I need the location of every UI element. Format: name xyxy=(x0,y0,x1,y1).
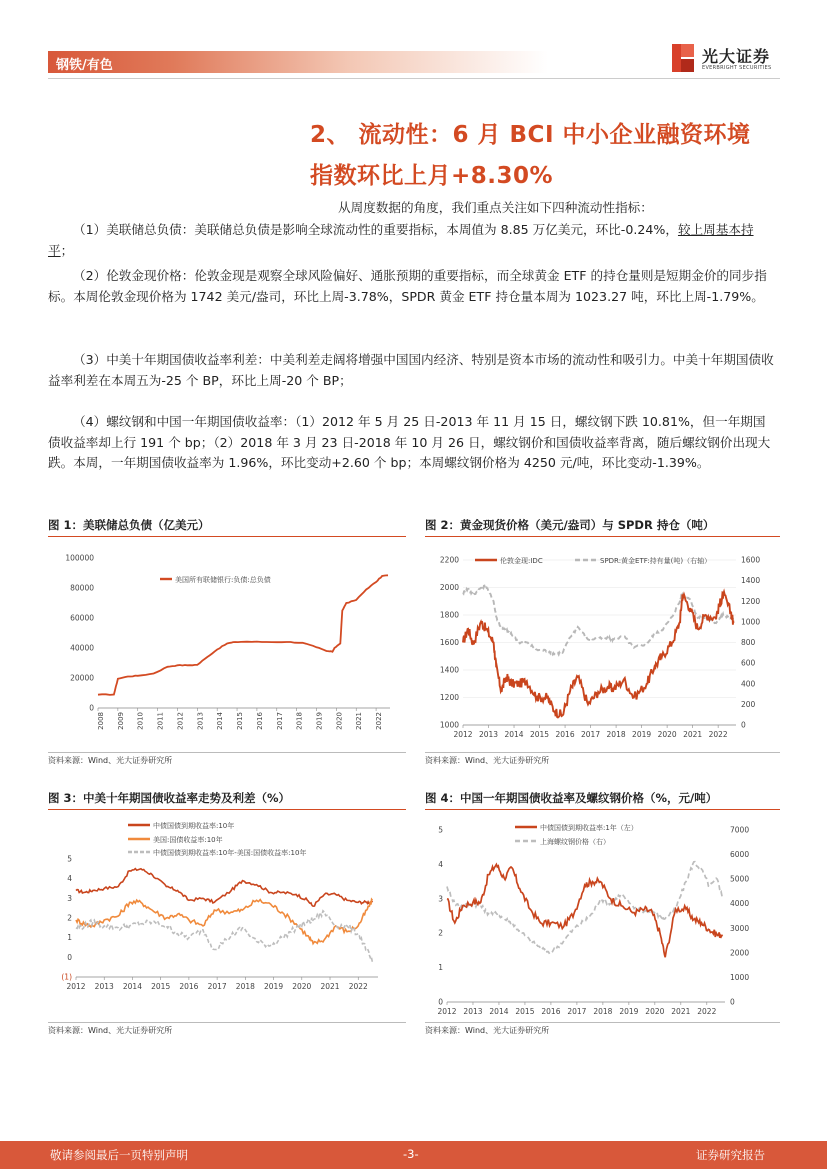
series-line-1 xyxy=(76,899,372,943)
fig4-series xyxy=(447,862,722,958)
series-line-0 xyxy=(463,592,733,718)
x-tick-label: 2012 xyxy=(453,730,473,739)
y-tick-label: 4 xyxy=(67,874,72,884)
intro-paragraph: 从周度数据的角度，我们重点关注如下四种流动性指标： xyxy=(338,200,653,215)
y-right-tick-label: 1600 xyxy=(741,555,761,565)
figure1-source: 资料来源：Wind、光大证券研究所 xyxy=(48,756,173,765)
figure1-rule xyxy=(48,536,406,537)
y-right-tick-label: 0 xyxy=(730,997,735,1007)
x-tick-label: 2016 xyxy=(555,730,575,739)
figure3-source-rule xyxy=(48,1022,406,1023)
paragraph-fed-liabilities xyxy=(48,220,778,261)
x-tick-label: 2016 xyxy=(541,1007,561,1016)
legend-label: 中债国债到期收益率:10年-美国:国债收益率:10年 xyxy=(153,849,307,857)
fig2-axes xyxy=(440,556,760,740)
series-line-0 xyxy=(76,869,372,907)
fig2-grid xyxy=(463,560,736,725)
section-band xyxy=(48,51,548,73)
series-line-0 xyxy=(447,864,722,957)
y-right-tick-label: 400 xyxy=(741,679,756,689)
y-tick-label: 20000 xyxy=(70,673,94,683)
y-tick-label: 4 xyxy=(438,859,443,869)
x-tick-label: 2016 xyxy=(179,982,199,991)
fig3-series xyxy=(76,869,372,963)
brand-name: 光大证券 xyxy=(702,47,771,66)
x-tick-label: 2022 xyxy=(708,730,728,739)
x-tick-label: 2021 xyxy=(683,730,703,739)
page-number: -3- xyxy=(403,1147,419,1161)
y-right-tick-label: 7000 xyxy=(730,825,750,835)
x-tick-label: 2022 xyxy=(375,712,384,730)
figure4-source-rule xyxy=(425,1022,780,1023)
series-line-1 xyxy=(463,586,733,655)
y-right-tick-label: 800 xyxy=(741,638,756,647)
y-tick-label: 2200 xyxy=(439,555,459,565)
y-right-tick-label: 600 xyxy=(741,658,756,668)
paragraph-rebar-yield: （4）螺纹钢和中国一年期国债收益率：（1）2012 年 5 月 25 日-2013 年 11 月 15 日，螺纹钢下跌 10.81%，但一年期国债收益率却上行 191 个 bp；（2）2018 年 3 月 23 日-2018 年 10 月 26 日，螺纹钢价和国债收益率背离，随后螺纹钢价出现大跌。本周，一年期国债收益率为 1.96%，环比变动+2.60 个 bp；本周螺纹钢价格为 4250 元/吨，环比变动-1.39%。 xyxy=(48,414,771,470)
y-tick-label: 1 xyxy=(438,963,443,973)
x-tick-label: 2020 xyxy=(335,712,344,730)
y-tick-label: (1) xyxy=(61,972,72,982)
x-tick-label: 2019 xyxy=(315,712,324,730)
x-tick-label: 2017 xyxy=(207,982,227,991)
y-right-tick-label: 1200 xyxy=(741,596,761,606)
x-tick-label: 2020 xyxy=(292,982,312,991)
figure2-source: 资料来源：Wind、光大证券研究所 xyxy=(425,756,550,765)
y-right-tick-label: 1400 xyxy=(741,576,761,586)
figure3-caption: 图 3：中美十年期国债收益率走势及利差（%） xyxy=(48,791,291,805)
y-tick-label: 1400 xyxy=(439,665,459,675)
y-tick-label: 1 xyxy=(67,933,72,943)
y-tick-label: 60000 xyxy=(70,613,94,623)
brand-logo xyxy=(672,42,782,78)
fig4-axes xyxy=(437,823,749,1016)
y-tick-label: 2 xyxy=(438,928,443,938)
figure1-source-rule xyxy=(48,752,406,753)
section-label: 钢铁/有色 xyxy=(56,58,113,73)
x-tick-label: 2015 xyxy=(515,1007,535,1016)
x-tick-label: 2017 xyxy=(275,712,284,730)
x-tick-label: 2015 xyxy=(529,730,550,739)
x-tick-label: 2019 xyxy=(264,982,284,991)
x-tick-label: 2014 xyxy=(489,1007,509,1016)
header-divider xyxy=(48,78,780,79)
x-tick-label: 2015 xyxy=(236,712,245,730)
paragraph-fed-underlined: 较上周基本持平 xyxy=(48,222,754,258)
x-tick-label: 2008 xyxy=(97,712,105,730)
y-tick-label: 0 xyxy=(67,952,72,962)
x-tick-label: 2012 xyxy=(66,982,86,991)
series-line-0 xyxy=(98,575,388,695)
y-tick-label: 2000 xyxy=(439,583,459,592)
y-tick-label: 5 xyxy=(67,854,72,864)
figure2-chart xyxy=(425,540,782,745)
x-tick-label: 2021 xyxy=(320,982,340,991)
x-tick-label: 2018 xyxy=(593,1007,613,1016)
section-title-line1: 2、 流动性：6 月 BCI 中小企业融资环境 xyxy=(310,122,751,148)
figure2-rule xyxy=(425,536,780,537)
paragraph-fed-end: ； xyxy=(60,242,74,258)
y-tick-label: 0 xyxy=(438,997,443,1007)
x-tick-label: 2018 xyxy=(606,730,626,739)
legend-label: 美国:国债收益率:10年 xyxy=(153,836,223,844)
x-tick-label: 2016 xyxy=(255,712,264,730)
y-right-tick-label: 4000 xyxy=(730,899,750,909)
x-tick-label: 2011 xyxy=(156,712,165,730)
y-tick-label: 5 xyxy=(438,825,443,835)
x-tick-label: 2012 xyxy=(176,712,185,730)
x-tick-label: 2017 xyxy=(567,1007,587,1016)
legend-label: 上海螺纹钢价格（右） xyxy=(540,838,610,846)
y-right-tick-label: 1000 xyxy=(730,972,750,982)
brand-name-en: EVERBRIGHT SECURITIES xyxy=(702,65,772,71)
figure4-caption: 图 4：中国一年期国债收益率及螺纹钢价格（%，元/吨） xyxy=(425,791,718,805)
y-right-tick-label: 1000 xyxy=(741,617,761,627)
x-tick-label: 2021 xyxy=(355,712,364,730)
x-tick-label: 2014 xyxy=(504,730,524,739)
legend-label: 美国所有联储银行:负债:总负债 xyxy=(175,576,271,584)
x-tick-label: 2018 xyxy=(295,712,304,730)
figure3-source: 资料来源：Wind、光大证券研究所 xyxy=(48,1026,173,1035)
x-tick-label: 2012 xyxy=(437,1007,457,1016)
y-tick-label: 1000 xyxy=(439,720,459,730)
y-tick-label: 100000 xyxy=(65,553,94,563)
figure4-chart xyxy=(425,812,782,1017)
legend-label: 中债国债到期收益率:10年 xyxy=(153,822,235,830)
x-tick-label: 2022 xyxy=(697,1007,717,1016)
y-right-tick-label: 3000 xyxy=(730,923,750,933)
y-tick-label: 3 xyxy=(67,893,72,903)
x-tick-label: 2013 xyxy=(94,982,114,991)
figure1-chart xyxy=(48,540,408,745)
y-right-tick-label: 200 xyxy=(741,699,756,709)
figure1-caption: 图 1：美联储总负债（亿美元） xyxy=(48,518,210,532)
y-tick-label: 2 xyxy=(67,913,72,923)
y-tick-label: 1600 xyxy=(439,638,459,647)
x-tick-label: 2022 xyxy=(348,982,368,991)
everbright-logo-icon xyxy=(672,44,694,72)
footer-report-type: 证券研究报告 xyxy=(696,1148,765,1162)
figure4-source: 资料来源：Wind、光大证券研究所 xyxy=(425,1026,550,1035)
footer-disclaimer: 敬请参阅最后一页特别声明 xyxy=(50,1148,188,1162)
x-tick-label: 2013 xyxy=(196,712,205,730)
fig3-axes xyxy=(61,821,378,991)
x-tick-label: 2013 xyxy=(478,730,499,739)
figure3-chart xyxy=(48,812,408,1017)
x-tick-label: 2020 xyxy=(645,1007,665,1016)
x-tick-label: 2017 xyxy=(581,730,601,739)
x-tick-label: 2009 xyxy=(116,712,125,730)
x-tick-label: 2013 xyxy=(463,1007,483,1016)
paragraph-london-gold: （2）伦敦金现价格：伦敦金现是观察全球风险偏好、通胀预期的重要指标，而全球黄金 ETF 的持仓量则是短期金价的同步指标。本周伦敦金现价格为 1742 美元/盎司，环比上周-3.78%，SPDR 黄金 ETF 持仓量本周为 1023.27 吨，环比上周-1.79%。 xyxy=(48,268,767,304)
y-tick-label: 0 xyxy=(89,703,94,713)
figure2-caption: 图 2：黄金现货价格（美元/盎司）与 SPDR 持仓（吨） xyxy=(425,518,715,532)
x-tick-label: 2015 xyxy=(151,982,171,991)
section-title-line2: 指数环比上月+8.30% xyxy=(310,163,554,189)
legend-label: 中债国债到期收益率:1年（左） xyxy=(540,824,638,832)
x-tick-label: 2014 xyxy=(122,982,142,991)
y-tick-label: 40000 xyxy=(70,643,94,653)
y-right-tick-label: 2000 xyxy=(730,948,750,958)
y-right-tick-label: 0 xyxy=(741,720,746,730)
y-tick-label: 1200 xyxy=(439,693,459,702)
page-footer xyxy=(0,1141,827,1169)
x-tick-label: 2014 xyxy=(216,712,225,730)
y-tick-label: 1800 xyxy=(439,610,459,620)
x-tick-label: 2019 xyxy=(632,730,652,739)
fig1-series xyxy=(98,575,388,695)
y-tick-label: 80000 xyxy=(70,583,94,593)
x-tick-label: 2019 xyxy=(619,1007,639,1016)
figure3-rule xyxy=(48,809,406,810)
paragraph-yield-spread: （3）中美十年期国债收益率利差：中美利差走阔将增强中国国内经济、特别是资本市场的流动性和吸引力。中美十年期国债收益率利差在本周五为-25 个 BP，环比上周-20 个 BP； xyxy=(48,352,774,388)
x-tick-label: 2018 xyxy=(235,982,255,991)
figure4-rule xyxy=(425,809,780,810)
figure2-source-rule xyxy=(425,752,780,753)
y-tick-label: 3 xyxy=(438,894,443,904)
x-tick-label: 2021 xyxy=(671,1007,691,1016)
x-tick-label: 2010 xyxy=(136,712,145,730)
y-right-tick-label: 5000 xyxy=(730,874,750,884)
y-right-tick-label: 6000 xyxy=(730,850,750,860)
legend-label: SPDR:黄金ETF:持有量(吨)（右轴） xyxy=(600,557,712,565)
paragraph-fed-text: （1）美联储总负债：美联储总负债是影响全球流动性的重要指标，本周值为 8.85 万亿美元，环比-0.24%， xyxy=(73,222,678,237)
x-tick-label: 2020 xyxy=(657,730,677,739)
legend-label: 伦敦金现:IDC xyxy=(500,557,543,565)
